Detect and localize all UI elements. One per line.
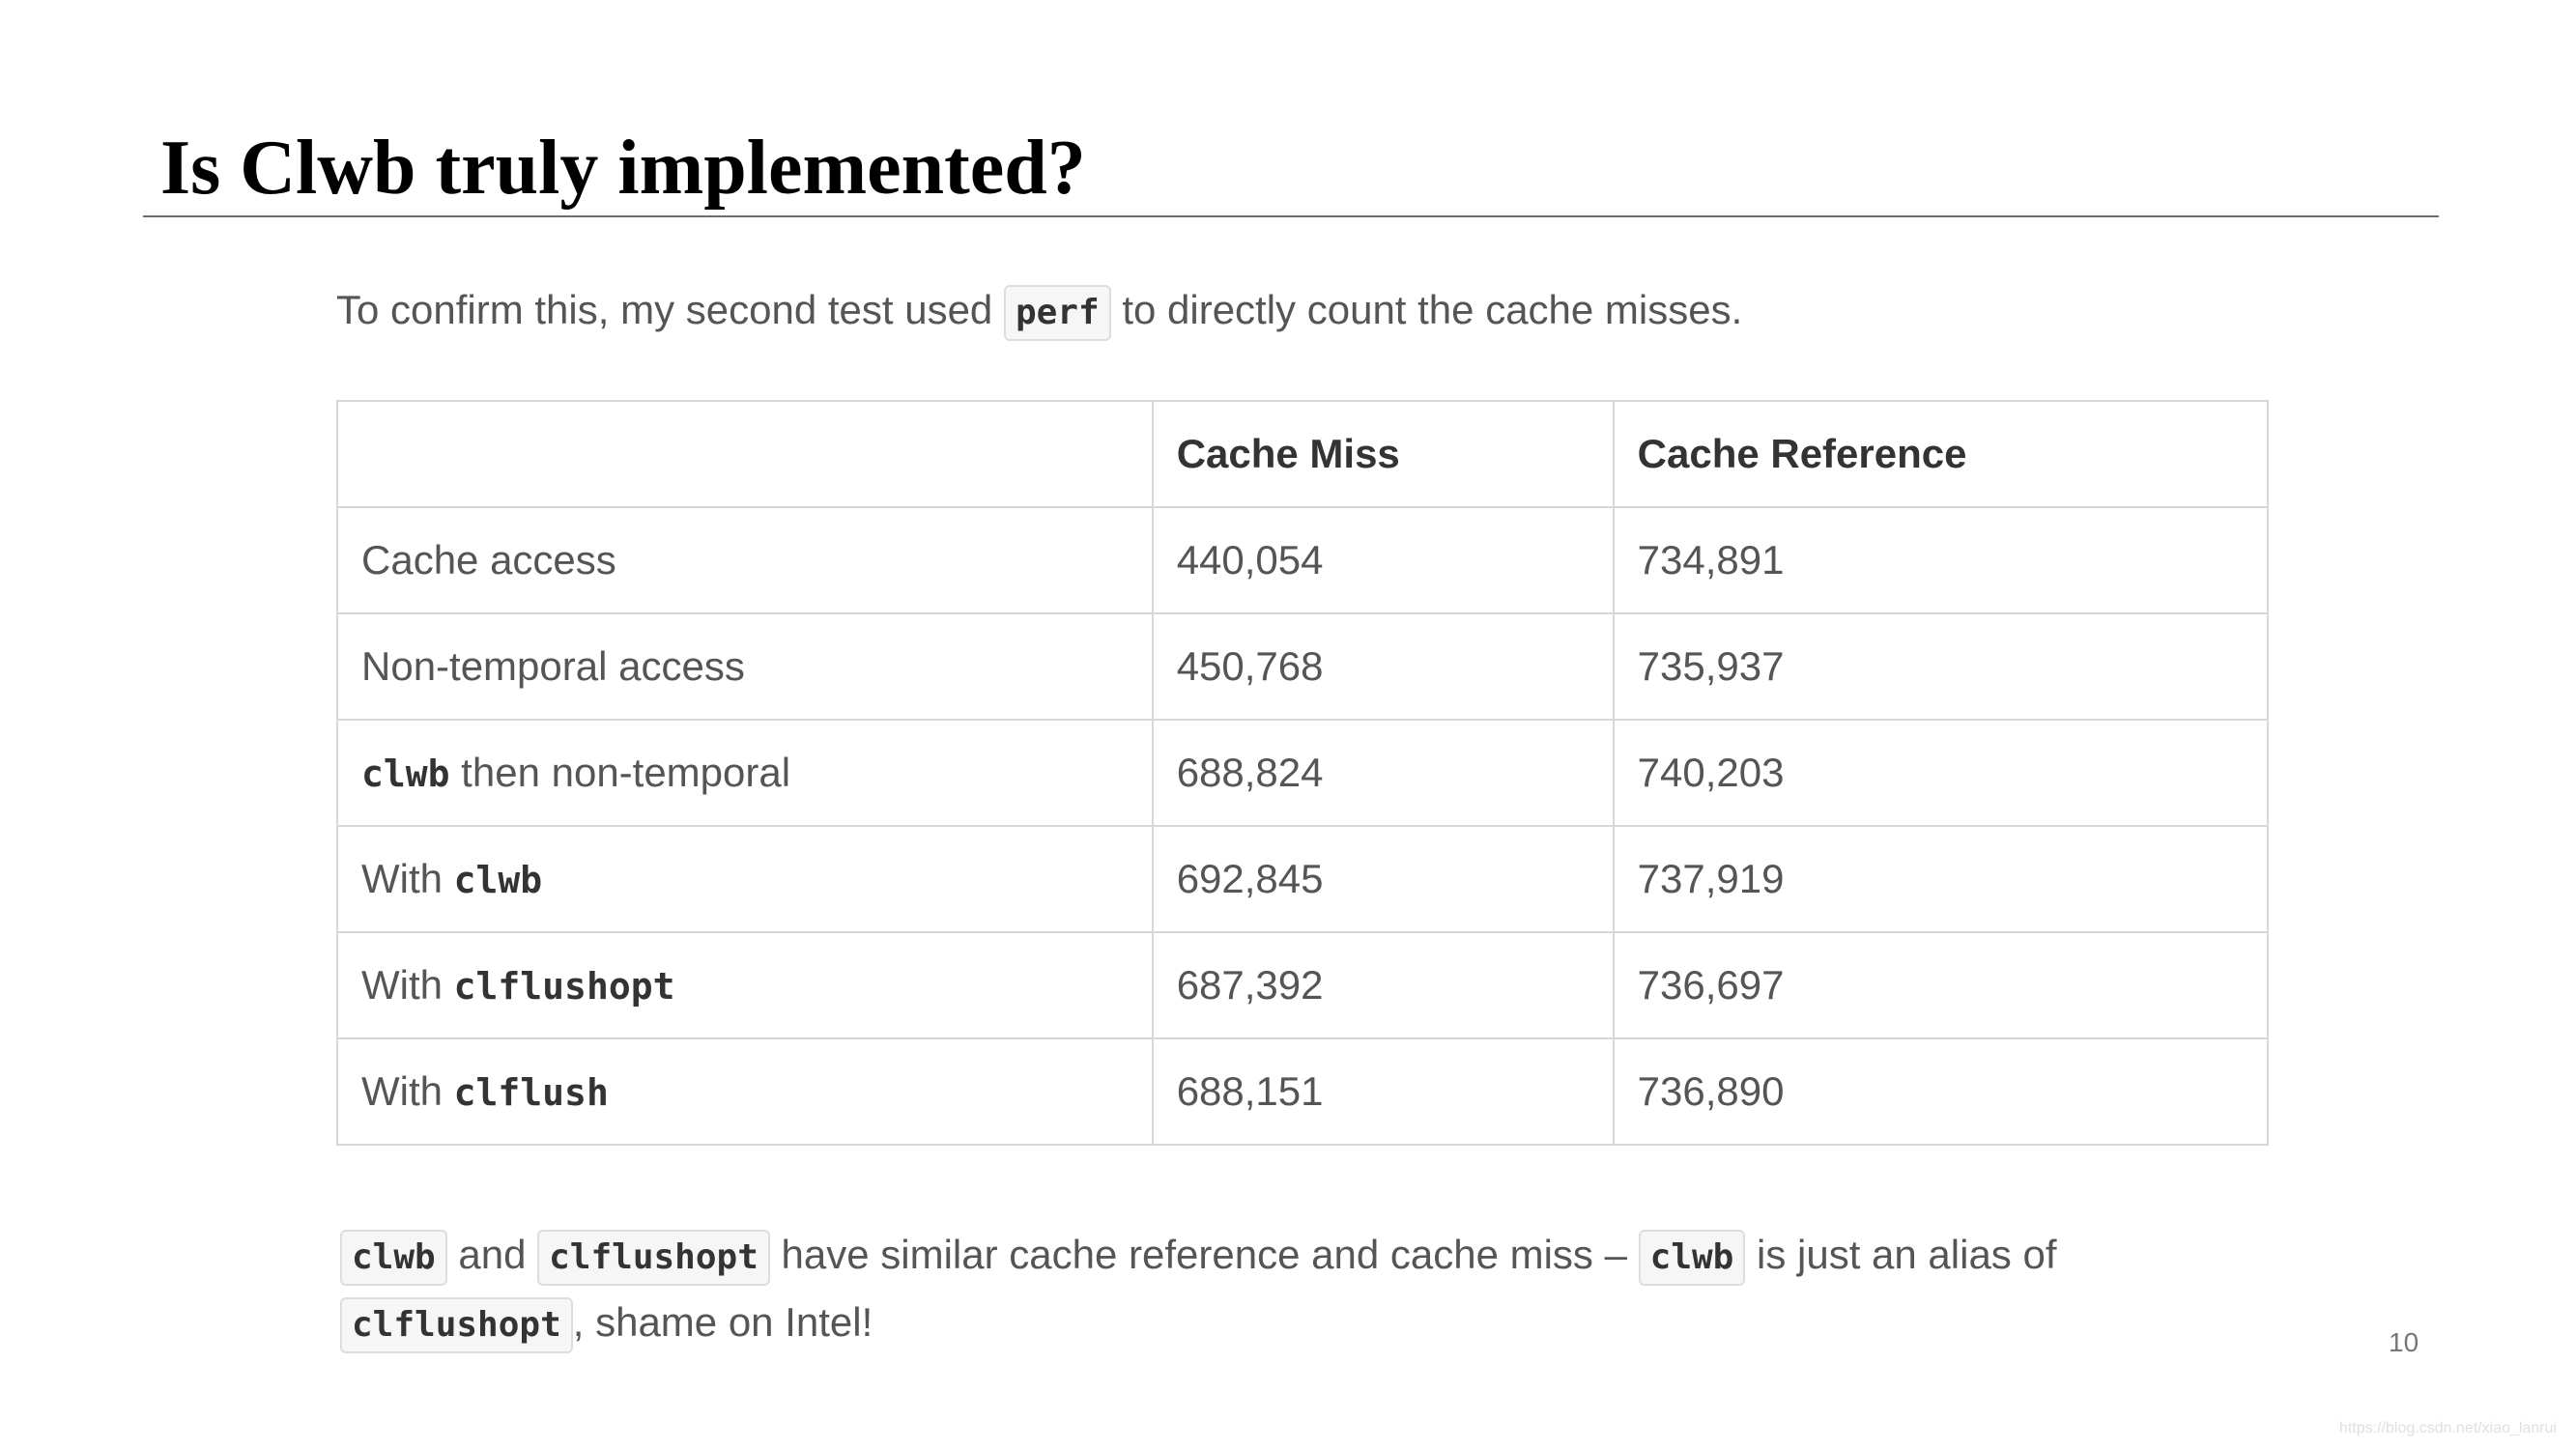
table-header-row [337, 401, 2268, 507]
cache-reference-value: 736,697 [1614, 932, 2268, 1038]
row-label [337, 932, 1153, 1038]
row-label [337, 720, 1153, 826]
row-label [337, 507, 1153, 613]
conclusion-text-part: , shame on Intel! [572, 1299, 873, 1345]
table-row [337, 1038, 2268, 1145]
code-clwb: clwb [1639, 1230, 1746, 1286]
cache-miss-value: 450,768 [1153, 613, 1614, 720]
header-label [337, 401, 1153, 507]
header-cache-reference: Cache Reference [1614, 401, 2268, 507]
row-label-text: With [361, 856, 454, 901]
cache-reference-value: 737,919 [1614, 826, 2268, 932]
header-cache-miss: Cache Miss [1153, 401, 1614, 507]
row-label-code: clwb [361, 753, 450, 795]
table-row [337, 826, 2268, 932]
cache-reference-value: 734,891 [1614, 507, 2268, 613]
cache-miss-value: 440,054 [1153, 507, 1614, 613]
results-table [336, 400, 2269, 1146]
row-label [337, 1038, 1153, 1145]
conclusion-text-part: have similar cache reference and cache miss – [769, 1232, 1639, 1277]
table-row [337, 613, 2268, 720]
cache-reference-value: 735,937 [1614, 613, 2268, 720]
watermark: https://blog.csdn.net/xiao_lanrui [2338, 1420, 2557, 1436]
cache-miss-value: 692,845 [1153, 826, 1614, 932]
cache-reference-value: 740,203 [1614, 720, 2268, 826]
slide-title: Is Clwb truly implemented? [160, 126, 1086, 211]
code-clwb: clwb [340, 1230, 447, 1286]
conclusion-text-part: and [446, 1232, 538, 1277]
table-row [337, 720, 2268, 826]
row-label [337, 613, 1153, 720]
intro-text-after: to directly count the cache misses. [1110, 287, 1743, 332]
row-label-text: then non-temporal [449, 750, 791, 795]
intro-text [336, 278, 1742, 342]
cache-miss-value: 688,824 [1153, 720, 1614, 826]
cache-reference-value: 736,890 [1614, 1038, 2268, 1145]
row-label-text: With [361, 1068, 454, 1114]
page-number: 10 [2389, 1327, 2419, 1357]
row-label-code: clwb [453, 859, 543, 901]
table-row [337, 507, 2268, 613]
row-label-code: clflush [453, 1071, 609, 1114]
code-clflushopt: clflushopt [340, 1297, 573, 1353]
row-label-code: clflushopt [453, 965, 675, 1008]
table-row [337, 932, 2268, 1038]
title-divider [143, 215, 2439, 217]
row-label [337, 826, 1153, 932]
conclusion-text [340, 1221, 2234, 1356]
cache-miss-value: 687,392 [1153, 932, 1614, 1038]
cache-miss-value: 688,151 [1153, 1038, 1614, 1145]
intro-text-before: To confirm this, my second test used [336, 287, 1004, 332]
code-perf: perf [1004, 285, 1111, 341]
row-label-text: With [361, 962, 454, 1008]
code-clflushopt: clflushopt [537, 1230, 770, 1286]
conclusion-text-part: is just an alias of [1745, 1232, 2057, 1277]
row-label-text: Cache access [361, 537, 616, 582]
row-label-text: Non-temporal access [361, 643, 745, 689]
